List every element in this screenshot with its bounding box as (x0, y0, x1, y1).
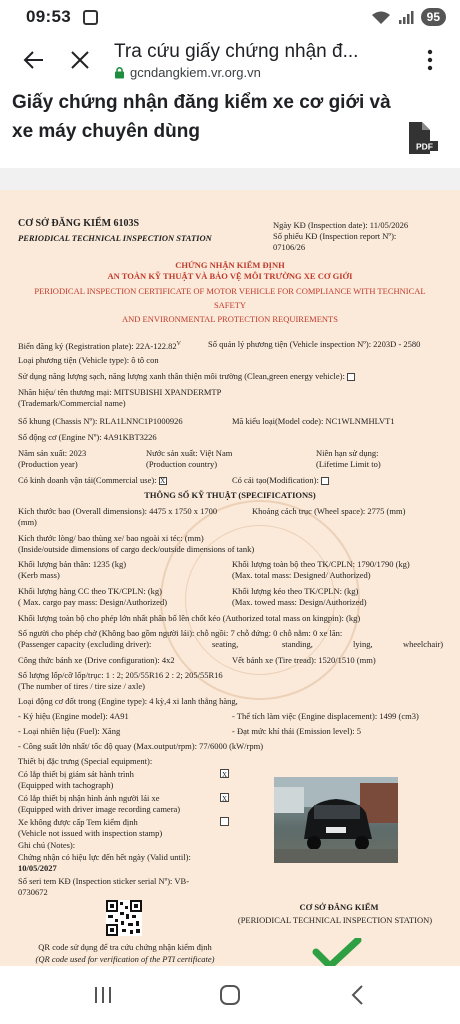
url-display[interactable] (114, 65, 404, 80)
close-tab-button[interactable] (58, 38, 102, 82)
content-separator (0, 168, 460, 190)
driver-camera: Có lắp thiết bị nhận hình ảnh người lái xe (18, 793, 160, 803)
drive-configuration: Công thức bánh xe (Drive configuration): 4x2 (18, 655, 175, 665)
no-stamp: Xe không được cấp Tem kiểm định (18, 817, 138, 827)
engine-displacement: - Thể tích làm việc (Engine displacement): 1499 (cm3) (232, 711, 419, 721)
modification-row: Có cải tạo(Modification): (232, 475, 329, 486)
driver-camera-checkbox: X (221, 795, 228, 803)
max-output: - Công suất lớn nhất/ tốc độ quay (Max.output/rpm): 77/6000 (kW/rpm) (18, 741, 264, 751)
valid-until: Chứng nhận có hiệu lực đến hết ngày (Valid until): (18, 852, 191, 862)
specifications-title: THÔNG SỐ KỸ THUẬT (SPECIFICATIONS) (144, 490, 316, 500)
android-nav-bar (0, 966, 460, 1024)
lifetime-limit-en: (Lifetime Limit to) (316, 459, 381, 469)
no-stamp-en: (Vehicle not issued with inspection stamp) (18, 828, 163, 838)
clean-energy-checkbox (347, 373, 355, 381)
status-bar (0, 0, 460, 34)
vehicle-photo (274, 777, 398, 863)
production-country: Nước sản xuất: Việt Nam (146, 448, 233, 458)
tachograph-en: (Equipped with tachograph) (18, 780, 114, 790)
inspection-date: Ngày KĐ (Inspection date): 11/05/2026 (273, 220, 409, 230)
url-text: gcndangkiem.vr.org.vn (130, 64, 261, 80)
modification-checkbox (321, 477, 329, 485)
tires: Số lượng lốp/cỡ lốp/trục: 1 : 2; 205/55R16 2 : 2; 205/55R16 (18, 670, 223, 680)
qr-code-image (106, 900, 142, 936)
passenger-capacity: Số người cho phép chở (Không bao gồm người lái): chỗ ngồi: 7 chỗ đứng: 0 chỗ nằm: 0 xe lăn: (18, 628, 343, 638)
tire-tread: Vết bánh xe (Tire tread): 1520/1510 (mm) (232, 655, 376, 665)
towed-mass: Khối lượng kéo theo TK/CPLN: (kg) (232, 586, 359, 596)
commercial-use-row: Có kinh doanh vận tải(Commercial use): X (18, 475, 166, 486)
cargo-dimensions-en: (Inside/outside dimensions of cargo deck/outside dimensions of tank) (18, 544, 255, 554)
menu-button[interactable] (408, 38, 452, 82)
qr-code (106, 900, 142, 936)
home-button[interactable] (208, 973, 252, 1017)
chassis-number: Số khung (Chassis Nº): RLA1LNNC1P1000926 (18, 416, 183, 426)
fuel-type: - Loại nhiên liệu (Fuel): Xăng (18, 726, 121, 736)
cargo-pay-mass: Khối lượng hàng CC theo TK/CPLN: (kg) (18, 586, 162, 596)
vehicle-type: Loại phương tiện (Vehicle type): ô tô con (18, 355, 159, 365)
verified-check-icon (312, 938, 362, 966)
total-mass: Khối lượng toàn bộ theo TK/CPLN: 1790/1790 (kg) (232, 559, 410, 569)
no-stamp-checkbox (220, 817, 229, 826)
registration-plate: Biển đăng ký (Registration plate): $22A-122.82^V$ (18, 340, 181, 351)
production-country-en: (Production country) (146, 459, 218, 469)
production-year: Năm sản xuất: 2023 (18, 448, 87, 458)
recents-button[interactable] (81, 973, 125, 1017)
qr-note-en: (QR code used for verification of the PTI certificate) (35, 954, 215, 964)
station-name: CƠ SỞ ĐĂNG KIỂM 6103S (18, 218, 140, 229)
certificate-heading-1: CHỨNG NHẬN KIỂM ĐỊNH (175, 260, 285, 270)
clean-energy-row: Sử dụng năng lượng sạch, năng lượng xanh thân thiện môi trường (Clean,green energy vehicle): (18, 371, 355, 382)
kerb-mass-en: (Kerb mass) (18, 570, 60, 580)
cargo-pay-mass-en: ( Max. cargo pay mass: Design/Authorized) (18, 597, 168, 607)
driver-camera-en: (Equipped with driver image recording camera) (18, 804, 181, 814)
status-indicators (371, 8, 446, 26)
commercial-use-checkbox: X (160, 477, 166, 486)
recents-icon (93, 986, 113, 1004)
wifi-icon (371, 10, 391, 25)
car-image (274, 777, 398, 863)
trademark: Nhãn hiệu/ tên thương mại: MITSUBISHI XPANDERMTP (18, 387, 222, 397)
total-mass-en: (Max. total mass: Designed/ Authorized) (232, 570, 371, 580)
kerb-mass: Khối lượng bản thân: 1235 (kg) (18, 559, 127, 569)
sticker-serial-number: 0730672 (18, 887, 48, 897)
engine-type: Loại động cơ đốt trong (Engine type): 4 kỳ,4 xi lanh thẳng hàng, (18, 696, 238, 706)
page-info[interactable] (114, 41, 404, 80)
status-time: 09:53 (26, 7, 71, 26)
wheelchair-label: wheelchair) (403, 639, 444, 649)
seating-label: seating, (212, 639, 239, 649)
browser-page-title: Tra cứu giấy chứng nhận đ... (114, 40, 359, 62)
battery-badge: 95 (421, 8, 446, 26)
page-title: Giấy chứng nhận đăng kiểm xe cơ giới và xe máy chuyên dùng (12, 92, 391, 142)
lock-icon (114, 66, 125, 79)
trademark-en: (Trademark/Commercial name) (18, 398, 126, 408)
back-nav-button[interactable] (335, 973, 379, 1017)
kingpin-mass: Khối lượng toàn bộ cho phép lớn nhất phân bố lên chốt kéo (Authorized total mass on kingpin): (kg) (18, 613, 361, 623)
notes: Ghi chú (Notes): (18, 840, 76, 850)
certificate-heading-2: AN TOÀN KỸ THUẬT VÀ BẢO VỆ MÔI TRƯỜNG XE CƠ GIỚI (107, 271, 353, 281)
tachograph: Có lắp thiết bị giám sát hành trình (18, 769, 134, 779)
pdf-label: PDF (416, 141, 433, 152)
model-code: Mã kiểu loại(Model code): NC1WLNMHLVT1 (232, 416, 395, 426)
station-signature: CƠ SỞ ĐĂNG KIỂM (299, 902, 379, 912)
engine-model: - Ký hiệu (Engine model): 4A91 (18, 711, 129, 721)
qr-note: QR code sử dụng để tra cứu chứng nhận kiểm định (38, 942, 212, 952)
lying-label: lying, (353, 639, 373, 649)
certificate-heading-en-2: SAFETY (213, 300, 247, 310)
valid-date: 10/05/2027 (18, 863, 57, 873)
standing-label: standing, (282, 639, 313, 649)
special-equipment: Thiết bị đặc trưng (Special equipment): (18, 756, 153, 766)
pdf-icon (404, 122, 438, 154)
production-year-en: (Production year) (18, 459, 78, 469)
engine-number: Số động cơ (Engine Nº): 4A91KBT3226 (18, 432, 157, 442)
station-signature-en: (PERIODICAL TECHNICAL INSPECTION STATION) (237, 915, 433, 925)
certificate-heading-en-1: PERIODICAL INSPECTION CERTIFICATE OF MOTOR VEHICLE FOR COMPLIANCE WITH TECHNICAL (34, 286, 426, 296)
back-button[interactable] (12, 38, 56, 82)
emission-level: - Đạt mức khí thải (Emission level): 5 (232, 726, 362, 736)
report-number-label: Số phiếu KĐ (Inspection report Nº): (273, 231, 397, 241)
lifetime-limit: Niên hạn sử dụng: (316, 448, 379, 458)
screenshot-icon (83, 10, 98, 25)
signal-icon (398, 10, 414, 24)
browser-toolbar (0, 34, 460, 86)
wheel-space: Khoảng cách trục (Wheel space): 2775 (mm) (252, 506, 406, 516)
overall-dimensions: Kích thước bao (Overall dimensions): 4475 x 1750 x 1700 (18, 506, 218, 516)
chevron-left-icon (350, 985, 364, 1005)
tires-en: (The number of tires / tire size / axle) (18, 681, 145, 691)
overall-dimensions-unit: (mm) (18, 517, 37, 527)
certificate-heading-en-3: AND ENVIRONMENTAL PROTECTION REQUIREMENTS (122, 314, 338, 324)
sticker-serial: Số seri tem KĐ (Inspection sticker serial Nº): VB- (18, 876, 190, 886)
passenger-capacity-en: (Passenger capacity (excluding driver): (18, 639, 152, 649)
cargo-dimensions: Kích thước lòng/ bao thùng xe/ bao ngoài xi téc: (mm) (18, 533, 204, 543)
towed-mass-en: (Max. towed mass: Design/Authorized) (232, 597, 367, 607)
more-vert-icon (427, 49, 433, 71)
inspection-certificate (0, 190, 460, 966)
tachograph-checkbox: X (221, 771, 228, 779)
station-name-en: PERIODICAL TECHNICAL INSPECTION STATION (18, 233, 212, 243)
pdf-download-button[interactable] (404, 122, 438, 154)
arrow-left-icon (23, 49, 45, 71)
close-icon (70, 50, 90, 70)
vehicle-inspection-number: Số quản lý phương tiện (Vehicle inspection Nº): 2203D - 2580 (208, 339, 421, 349)
report-number: 07106/26 (273, 242, 306, 252)
home-icon (219, 984, 241, 1006)
